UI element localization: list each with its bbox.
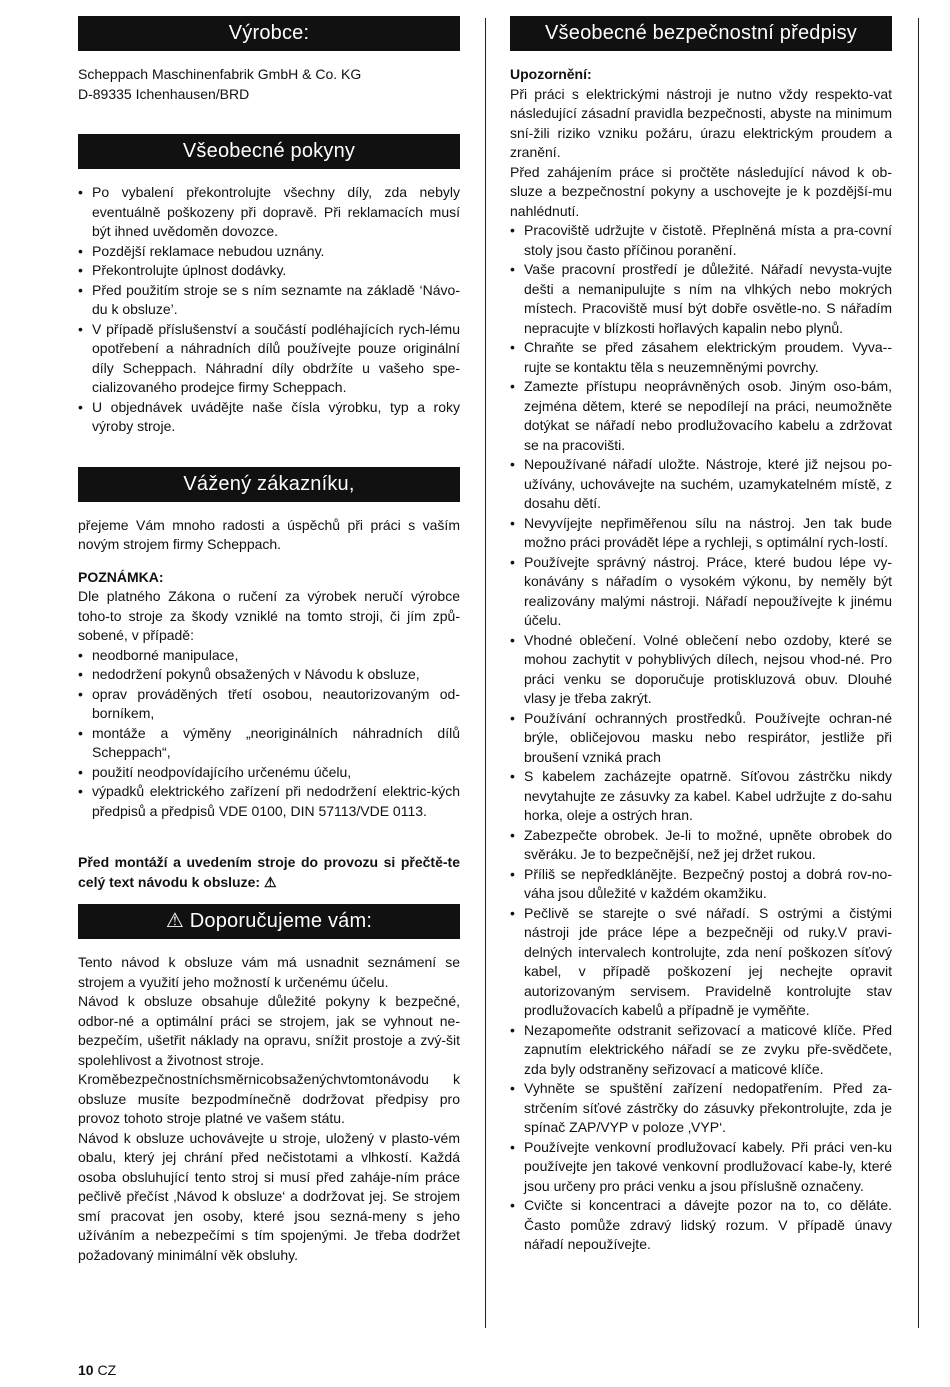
- note-label: POZNÁMKA:: [78, 568, 164, 585]
- list-item: • Překontrolujte úplnost dodávky.: [78, 261, 460, 281]
- greeting-text: přejeme Vám mnoho radosti a úspěchů při práci s vaším novým strojem firmy Scheppach.: [78, 516, 460, 552]
- manufacturer-name: Scheppach Maschinenfabrik GmbH & Co. KG: [78, 66, 362, 82]
- list-item: • Vhodné oblečení. Volné oblečení nebo ozdoby, které se mohou zachytit v pohyblivých dílech, nejsou vhod-né. Pro práci venku se doporučuje protiskluzová obuv. Dlouhé vlasy je třeba zakrýt.: [510, 631, 892, 709]
- column-divider-right: [918, 18, 919, 1328]
- list-item: • Nepoužívané nářadí uložte. Nástroje, které již nejsou po-užívány, uchovávejte na suchém, uzamykatelném místě, z dosahu dětí.: [510, 455, 892, 514]
- heading-general-instructions: Všeobecné pokyny: [78, 134, 460, 169]
- list-item: • nedodržení pokynů obsažených v Návodu k obsluze,: [78, 665, 460, 685]
- heading-we-recommend: ⚠ Doporučujeme vám:: [78, 904, 460, 939]
- list-item: • Zabezpečte obrobek. Je-li to možné, upněte obrobek do svěráku. Je to bezpečnější, než jej držet rukou.: [510, 826, 892, 865]
- page-number: 10: [78, 1362, 94, 1378]
- recommend-paragraph: Kroměbezpečnostníchsměrnicobsaženýchvtomtonávodu k obsluze musíte bezpodmínečně dodržovat předpisy pro provoz tohoto stroje platné ve vašem státu.: [78, 1071, 460, 1126]
- list-item: • oprav prováděných třetí osobou, neautorizovaným od-borníkem,: [78, 685, 460, 724]
- list-item: • Pečlivě se starejte o své nářadí. S ostrými a čistými nástroji jde práce lépe a bezpečněji od ruky.V pravi-delných intervalech kontrolujte, zda není poškozen síťový kabel, v případě poškození jej nechejte opravit autorizovaným servisem. Pravidelně kontrolujte stav prodlužovacích kabelů a případně je vyměňte.: [510, 904, 892, 1021]
- list-item: • Používejte správný nástroj. Práce, které budou lépe vy-konávány s nářadím o vysokém výkonu, by neměly být realizovány malými nástroji. Nářadí nepoužívejte k jinému účelu.: [510, 553, 892, 631]
- recommend-section: [78, 953, 460, 1265]
- heading-manufacturer: Výrobce:: [78, 16, 460, 51]
- list-item: • Vaše pracovní prostředí je důležité. Nářadí nevysta-vujte dešti a nemanipulujte s ním na vlhkých nebo mokrých místech. Pracoviště musí být dobře osvětle-no. S nářadím nepracujte v blízkosti hořlavých kapalin nebo plynů.: [510, 260, 892, 338]
- list-item: • Příliš se nepředklánějte. Bezpečný postoj a dobrá rov-no-váha jsou důležité v každém okamžiku.: [510, 865, 892, 904]
- list-item: • Cvičte si koncentraci a dávejte pozor na to, co děláte. Často pomůže zdravý lidský rozum. V případě únavy nářadí nepoužívejte.: [510, 1196, 892, 1255]
- manufacturer-address: D-89335 Ichenhausen/BRD: [78, 85, 250, 102]
- warning-intro-second: Před zahájením práce si pročtěte následující návod k ob-sluze a bezpečnostní pokyny a uschovejte je k pozdější-mu nahlédnutí.: [510, 163, 892, 219]
- left-column: [78, 16, 460, 1265]
- recommend-paragraph: Tento návod k obsluze vám má usnadnit seznámení se strojem a využití jeho možností k určenému účelu.: [78, 954, 460, 990]
- language-code: CZ: [97, 1362, 117, 1378]
- list-item: • výpadků elektrického zařízení při nedodržení elektric-kých předpisů a předpisů VDE 0100, DIN 57113/VDE 0113.: [78, 782, 460, 821]
- list-item: • Pozdější reklamace nebudou uznány.: [78, 242, 460, 262]
- list-item: • Před použitím stroje se s ním seznamte na základě ‘Návo-du k obsluze’.: [78, 281, 460, 320]
- list-item: • Pracoviště udržujte v čistotě. Přeplněná místa a pra-covní stoly jsou často příčinou poranění.: [510, 221, 892, 260]
- list-item: • Po vybalení překontrolujte všechny díly, zda nebyly eventuálně poškozeny při dopravě. Při reklamacích musí být ihned uvědoměn dovozce.: [78, 183, 460, 242]
- safety-rules-list: [510, 221, 892, 1255]
- list-item: • Vyhněte se spuštění zařízení nedopatřením. Před za-strčením síťové zástrčky do zásuvky překontrolujte, zda je spínač ZAP/VYP v poloze ‚VYP‘.: [510, 1079, 892, 1138]
- column-divider: [485, 18, 486, 1328]
- warning-intro: Při práci s elektrickými nástroji je nutno vždy respekto-vat následující zásadní pravidla bezpečnosti, abyste na minimum sní-žili riziko vzniku požáru, úrazu elektrickým proudem a zranění.: [510, 85, 892, 160]
- heading-dear-customer: Vážený zákazníku,: [78, 467, 460, 502]
- list-item: • Používání ochranných prostředků. Používejte ochran-né brýle, obličejovou masku nebo respirátor, jestliže při broušení vzniká prach: [510, 709, 892, 768]
- note-text: Dle platného Zákona o ručení za výrobek neručí výrobce toho-to stroje za škody vzniklé na tomto stroji, či jím způ-sobené, v případě:: [78, 588, 460, 643]
- note-list: [78, 646, 460, 822]
- list-item: • neodborné manipulace,: [78, 646, 460, 666]
- page-footer: [78, 1362, 116, 1378]
- list-item: • montáže a výměny „neoriginálních náhradních dílů Scheppach“,: [78, 724, 460, 763]
- list-item: • Zamezte přístupu neoprávněných osob. Jiným oso-bám, zejména dětem, které se nepodílejí na práci, neumožněte dotýkat se nářadí nebo prodlužovacího kabelu a zdržovat se na pracovišti.: [510, 377, 892, 455]
- warning-label: Upozornění:: [510, 66, 592, 82]
- list-item: • U objednávek uvádějte naše čísla výrobku, typ a roky výroby stroje.: [78, 398, 460, 437]
- list-item: • Používejte venkovní prodlužovací kabely. Při práci ven-ku používejte jen takové venkovní prodlužovací kabe-ly, které jsou určeny pro práci venku a jsou příslušně označeny.: [510, 1138, 892, 1197]
- recommend-paragraph: Návod k obsluze uchovávejte u stroje, uložený v plasto-vém obalu, který jej chrání před nečistotami a vlhkostí. Každá osoba obsluhující tento stroj si musí před zahájе-ním práce pečlivě přečíst ‚Návod k obsluze‘ a dodržovat jej. Se strojem smí pracovat jen osoby, které jsou sezná-meny s jeho užíváním a nebezpečími s tím spojenými. Je třeba dodržet požadovaný minimální věk obsluhy.: [78, 1129, 460, 1263]
- list-item: • použití neodpovídajícího určenému účelu,: [78, 763, 460, 783]
- list-item: • S kabelem zacházejte opatrně. Síťovou zástrčku nikdy nevytahujte ze zásuvky za kabel. Kabel udržujte z do-sahu horka, oleje a ostrých hran.: [510, 767, 892, 826]
- before-use-notice: Před montáží a uvedením stroje do provozu si přečtě-te celý text návodu k obsluze: ⚠: [78, 854, 460, 890]
- list-item: • Nezapomeňte odstranit seřizovací a maticové klíče. Před zapnutím elektrického nářadí se ze zvyku pře-svědčete, zda byly odstraněny seřizovací a maticové klíče.: [510, 1021, 892, 1080]
- recommend-paragraph: Návod k obsluze obsahuje důležité pokyny k bezpečné, odbor-né a optimální práci se strojem, jak se vyhnout ne-bezpečím, ušetřit náklady na opravu, snížit prostoje a zvý-šit spolehlivost a životnost stroje.: [78, 993, 460, 1068]
- list-item: • Nevyvíjejte nepřiměřenou sílu na nástroj. Jen tak bude možno práci provádět lépe a rychleji, s optimální rych-lostí.: [510, 514, 892, 553]
- right-column: [510, 16, 892, 1255]
- list-item: • Chraňte se před zásahem elektrickým proudem. Vyva--rujte se kontaktu těla s neuzemněnými povrchy.: [510, 338, 892, 377]
- list-item: • V případě příslušenství a součástí podléhajících rych-lému opotřebení a náhradních dílů používejte pouze originální díly Scheppach. Náhradní díly obdržíte u vašeho spe-cializovaného prodejce firmy Scheppach.: [78, 320, 460, 398]
- heading-safety-rules: Všeobecné bezpečnostní předpisy: [510, 16, 892, 51]
- general-instructions-list: [78, 183, 460, 437]
